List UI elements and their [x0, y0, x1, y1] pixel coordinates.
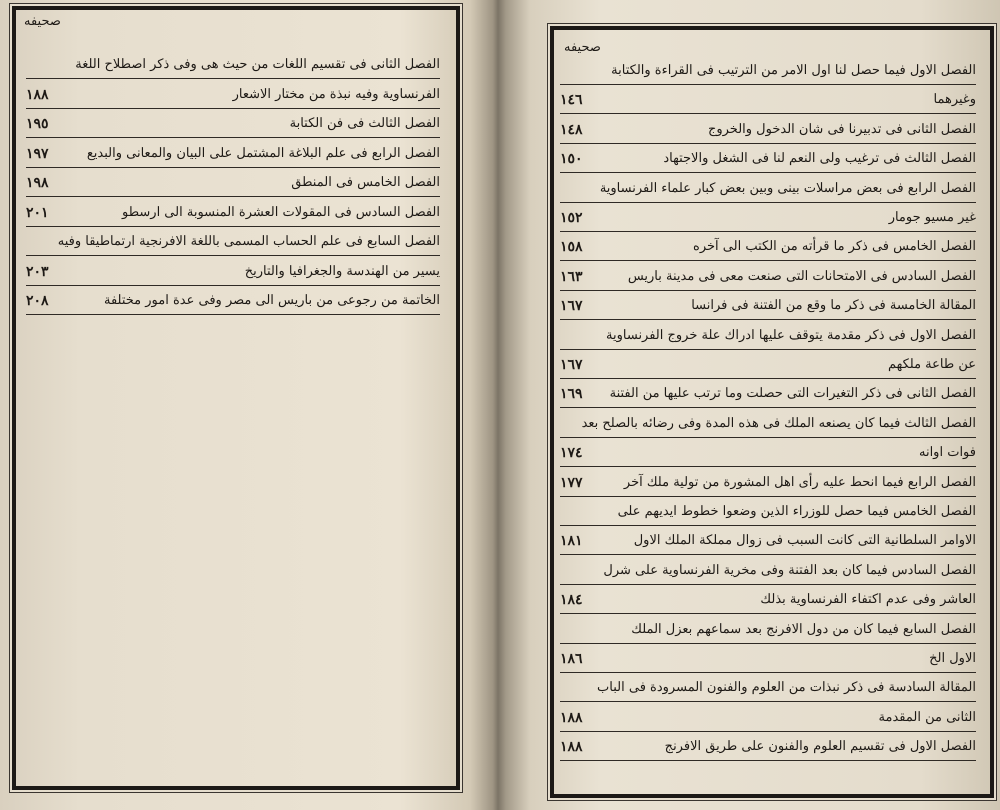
- toc-entry-rule: [26, 137, 440, 138]
- toc-entry-rule: [560, 113, 976, 114]
- toc-entry-text: وغيرهما: [933, 92, 976, 108]
- toc-entry: [560, 178, 976, 206]
- toc-entry-page-number: ١٩٧: [26, 145, 49, 162]
- toc-entry-text: العاشر وفى عدم اكتفاء الفرنساوية بذلك: [760, 592, 976, 608]
- toc-entry-page-number: ١٦٧: [560, 298, 583, 315]
- right-toc-list: [560, 60, 976, 780]
- toc-entry-rule: [560, 143, 976, 144]
- toc-entry-rule: [560, 643, 976, 644]
- toc-entry: [560, 354, 976, 382]
- toc-entry-rule: [560, 584, 976, 585]
- toc-entry-text: الفصل الثانى فى تقسيم اللغات من حيث هى وفى ذكر اصطلاح اللغة: [75, 57, 440, 72]
- toc-entry-rule: [26, 226, 440, 227]
- toc-entry-text: الفصل الاول فى تقسيم العلوم والفنون على طريق الافرنج: [664, 739, 976, 755]
- toc-entry-text: الاول الخ: [929, 651, 976, 666]
- toc-entry: [26, 143, 440, 171]
- toc-entry: [560, 295, 976, 323]
- toc-entry-page-number: ١٨٨: [26, 86, 49, 103]
- toc-entry: [26, 84, 440, 112]
- toc-entry: [560, 442, 976, 470]
- toc-entry: [26, 113, 440, 141]
- toc-entry-text: الفصل الخامس فى المنطق: [291, 175, 440, 190]
- toc-entry-page-number: ١٦٧: [560, 357, 583, 373]
- toc-entry-text: يسير من الهندسة والجغرافيا والتاريخ: [244, 263, 440, 279]
- toc-entry-rule: [560, 466, 976, 467]
- toc-entry: [560, 707, 976, 735]
- toc-entry-rule: [560, 231, 976, 232]
- toc-entry-rule: [560, 407, 976, 408]
- toc-entry: [26, 231, 440, 259]
- toc-entry-rule: [560, 437, 976, 438]
- toc-entry: [560, 119, 976, 147]
- toc-entry: [26, 202, 440, 230]
- toc-entry: [560, 589, 976, 617]
- toc-entry-text: الفصل الخامس فى ذكر ما قرأته من الكتب الى آخره: [693, 239, 976, 255]
- toc-entry-page-number: ١٨٤: [560, 592, 583, 609]
- toc-entry-page-number: ١٥٢: [560, 210, 583, 226]
- toc-entry-text: الفصل السادس فى الامتحانات التى صنعت معى فى مدينة باريس: [627, 268, 976, 284]
- toc-entry: [26, 54, 440, 82]
- toc-entry: [560, 89, 976, 117]
- toc-entry-rule: [26, 314, 440, 315]
- toc-entry-text: غير مسيو جومار: [888, 210, 976, 225]
- toc-entry-text: الفصل السادس فيما كان بعد الفتنة وفى مخرية الفرنساوية على شرل: [603, 562, 976, 578]
- toc-entry-page-number: ١٧٤: [560, 445, 583, 462]
- right-page-header: صحيفه: [564, 40, 601, 55]
- left-toc-list: [26, 54, 440, 354]
- toc-entry-rule: [26, 285, 440, 286]
- toc-entry-page-number: ١٤٦: [560, 92, 583, 109]
- toc-entry: [560, 472, 976, 500]
- toc-entry-page-number: ١٩٨: [26, 175, 49, 191]
- toc-entry-rule: [560, 760, 976, 761]
- toc-entry-page-number: ٢٠٣: [26, 263, 49, 280]
- toc-entry-text: الفصل الرابع فى بعض مراسلات بينى وبين بعض كبار علماء الفرنساوية: [599, 180, 976, 196]
- toc-entry-text: الفصل الثالث فى ترغيب ولى النعم لنا فى الشغل والاجتهاد: [663, 151, 976, 167]
- toc-entry-text: الفصل الرابع فى علم البلاغة المشتمل على البيان والمعانى والبديع: [86, 145, 440, 161]
- toc-entry-text: الاوامر السلطانية التى كانت السبب فى زوال مملكة الملك الاول: [633, 533, 976, 549]
- toc-entry-text: الفصل الخامس فيما حصل للوزراء الذين وضعوا خطوط ايديهم على: [617, 504, 976, 519]
- toc-entry-text: الثانى من المقدمة: [878, 709, 976, 725]
- toc-entry-text: الفصل الثالث فى فن الكتابة: [289, 116, 440, 131]
- toc-entry-rule: [26, 196, 440, 197]
- toc-entry-rule: [560, 172, 976, 173]
- toc-entry: [560, 560, 976, 588]
- toc-entry-text: المقالة الخامسة فى ذكر ما وقع من الفتنة فى فرانسا: [691, 298, 976, 314]
- toc-entry-text: عن طاعة ملكهم: [887, 357, 976, 372]
- toc-entry-text: فوات اوانه: [918, 445, 976, 461]
- toc-entry-rule: [560, 672, 976, 673]
- toc-entry-text: الخاتمة من رجوعى من باريس الى مصر وفى عدة امور مختلفة: [104, 293, 440, 308]
- toc-entry-page-number: ١٨٨: [560, 739, 583, 756]
- toc-entry-page-number: ١٦٩: [560, 386, 583, 403]
- toc-entry-rule: [560, 378, 976, 379]
- toc-entry: [560, 383, 976, 411]
- toc-entry-text: الفصل الرابع فيما انحط عليه رأى اهل المشورة من تولية ملك آخر: [623, 474, 976, 490]
- toc-entry-page-number: ١٥٨: [560, 239, 583, 256]
- toc-entry-page-number: ١٩٥: [26, 116, 49, 132]
- toc-entry-page-number: ١٧٧: [560, 474, 583, 491]
- toc-entry-rule: [560, 260, 976, 261]
- toc-entry: [560, 325, 976, 353]
- left-page: [0, 0, 490, 810]
- toc-entry-text: الفصل السادس فى المقولات العشرة المنسوبة الى ارسطو: [122, 204, 440, 220]
- toc-entry-text: الفصل السابع فى علم الحساب المسمى باللغة الافرنجية ارتماطيقا وفيه: [57, 234, 440, 249]
- toc-entry-page-number: ١٦٣: [560, 268, 583, 285]
- toc-entry-rule: [26, 167, 440, 168]
- toc-entry-text: الفصل الثالث فيما كان يصنعه الملك فى هذه المدة وفى رضائه بالصلح بعد: [581, 415, 976, 431]
- toc-entry: [560, 148, 976, 176]
- toc-entry-rule: [560, 496, 976, 497]
- toc-entry-rule: [560, 731, 976, 732]
- toc-entry: [560, 60, 976, 88]
- toc-entry-rule: [560, 349, 976, 350]
- toc-entry: [560, 648, 976, 676]
- toc-entry-text: الفصل السابع فيما كان من دول الافرنج بعد سماعهم بعزل الملك: [631, 621, 976, 637]
- toc-entry-page-number: ٢٠٨: [26, 293, 49, 309]
- toc-entry: [26, 261, 440, 289]
- toc-entry-rule: [560, 554, 976, 555]
- toc-entry: [26, 290, 440, 318]
- toc-entry: [560, 501, 976, 529]
- toc-entry: [560, 236, 976, 264]
- toc-entry-rule: [560, 319, 976, 320]
- toc-entry: [560, 266, 976, 294]
- toc-entry-rule: [560, 202, 976, 203]
- toc-entry-rule: [26, 108, 440, 109]
- toc-entry: [560, 413, 976, 441]
- toc-entry-page-number: ١٨٦: [560, 651, 583, 667]
- left-page-header: صحيفه: [24, 14, 61, 29]
- toc-entry-text: المقالة السادسة فى ذكر نبذات من العلوم والفنون المسرودة فى الباب: [597, 680, 976, 696]
- toc-entry-rule: [560, 290, 976, 291]
- toc-entry-rule: [560, 84, 976, 85]
- toc-entry: [26, 172, 440, 200]
- toc-entry-page-number: ١٨١: [560, 533, 583, 550]
- right-page: [500, 0, 1000, 810]
- toc-entry: [560, 530, 976, 558]
- toc-entry-rule: [560, 525, 976, 526]
- toc-entry-rule: [560, 701, 976, 702]
- toc-entry: [560, 207, 976, 235]
- toc-entry: [560, 619, 976, 647]
- toc-entry-text: الفصل الاول فيما حصل لنا اول الامر من الترتيب فى القراءة والكتابة: [611, 63, 976, 78]
- toc-entry-page-number: ١٥٠: [560, 151, 583, 168]
- toc-entry-page-number: ٢٠١: [26, 204, 49, 221]
- toc-entry-text: الفصل الاول فى ذكر مقدمة يتوقف عليها ادراك علة خروج الفرنساوية: [606, 327, 976, 343]
- toc-entry-rule: [26, 255, 440, 256]
- toc-entry-rule: [26, 78, 440, 79]
- toc-entry: [560, 736, 976, 764]
- toc-entry-page-number: ١٨٨: [560, 709, 583, 726]
- toc-entry-rule: [560, 613, 976, 614]
- toc-entry-text: الفصل الثانى فى ذكر التغيرات التى حصلت وما ترتب عليها من الفتنة: [609, 386, 976, 402]
- toc-entry-text: الفصل الثانى فى تدبيرنا فى شان الدخول والخروج: [707, 121, 976, 137]
- toc-entry-text: الفرنساوية وفيه نبذة من مختار الاشعار: [232, 86, 440, 102]
- toc-entry: [560, 677, 976, 705]
- toc-entry-page-number: ١٤٨: [560, 121, 583, 138]
